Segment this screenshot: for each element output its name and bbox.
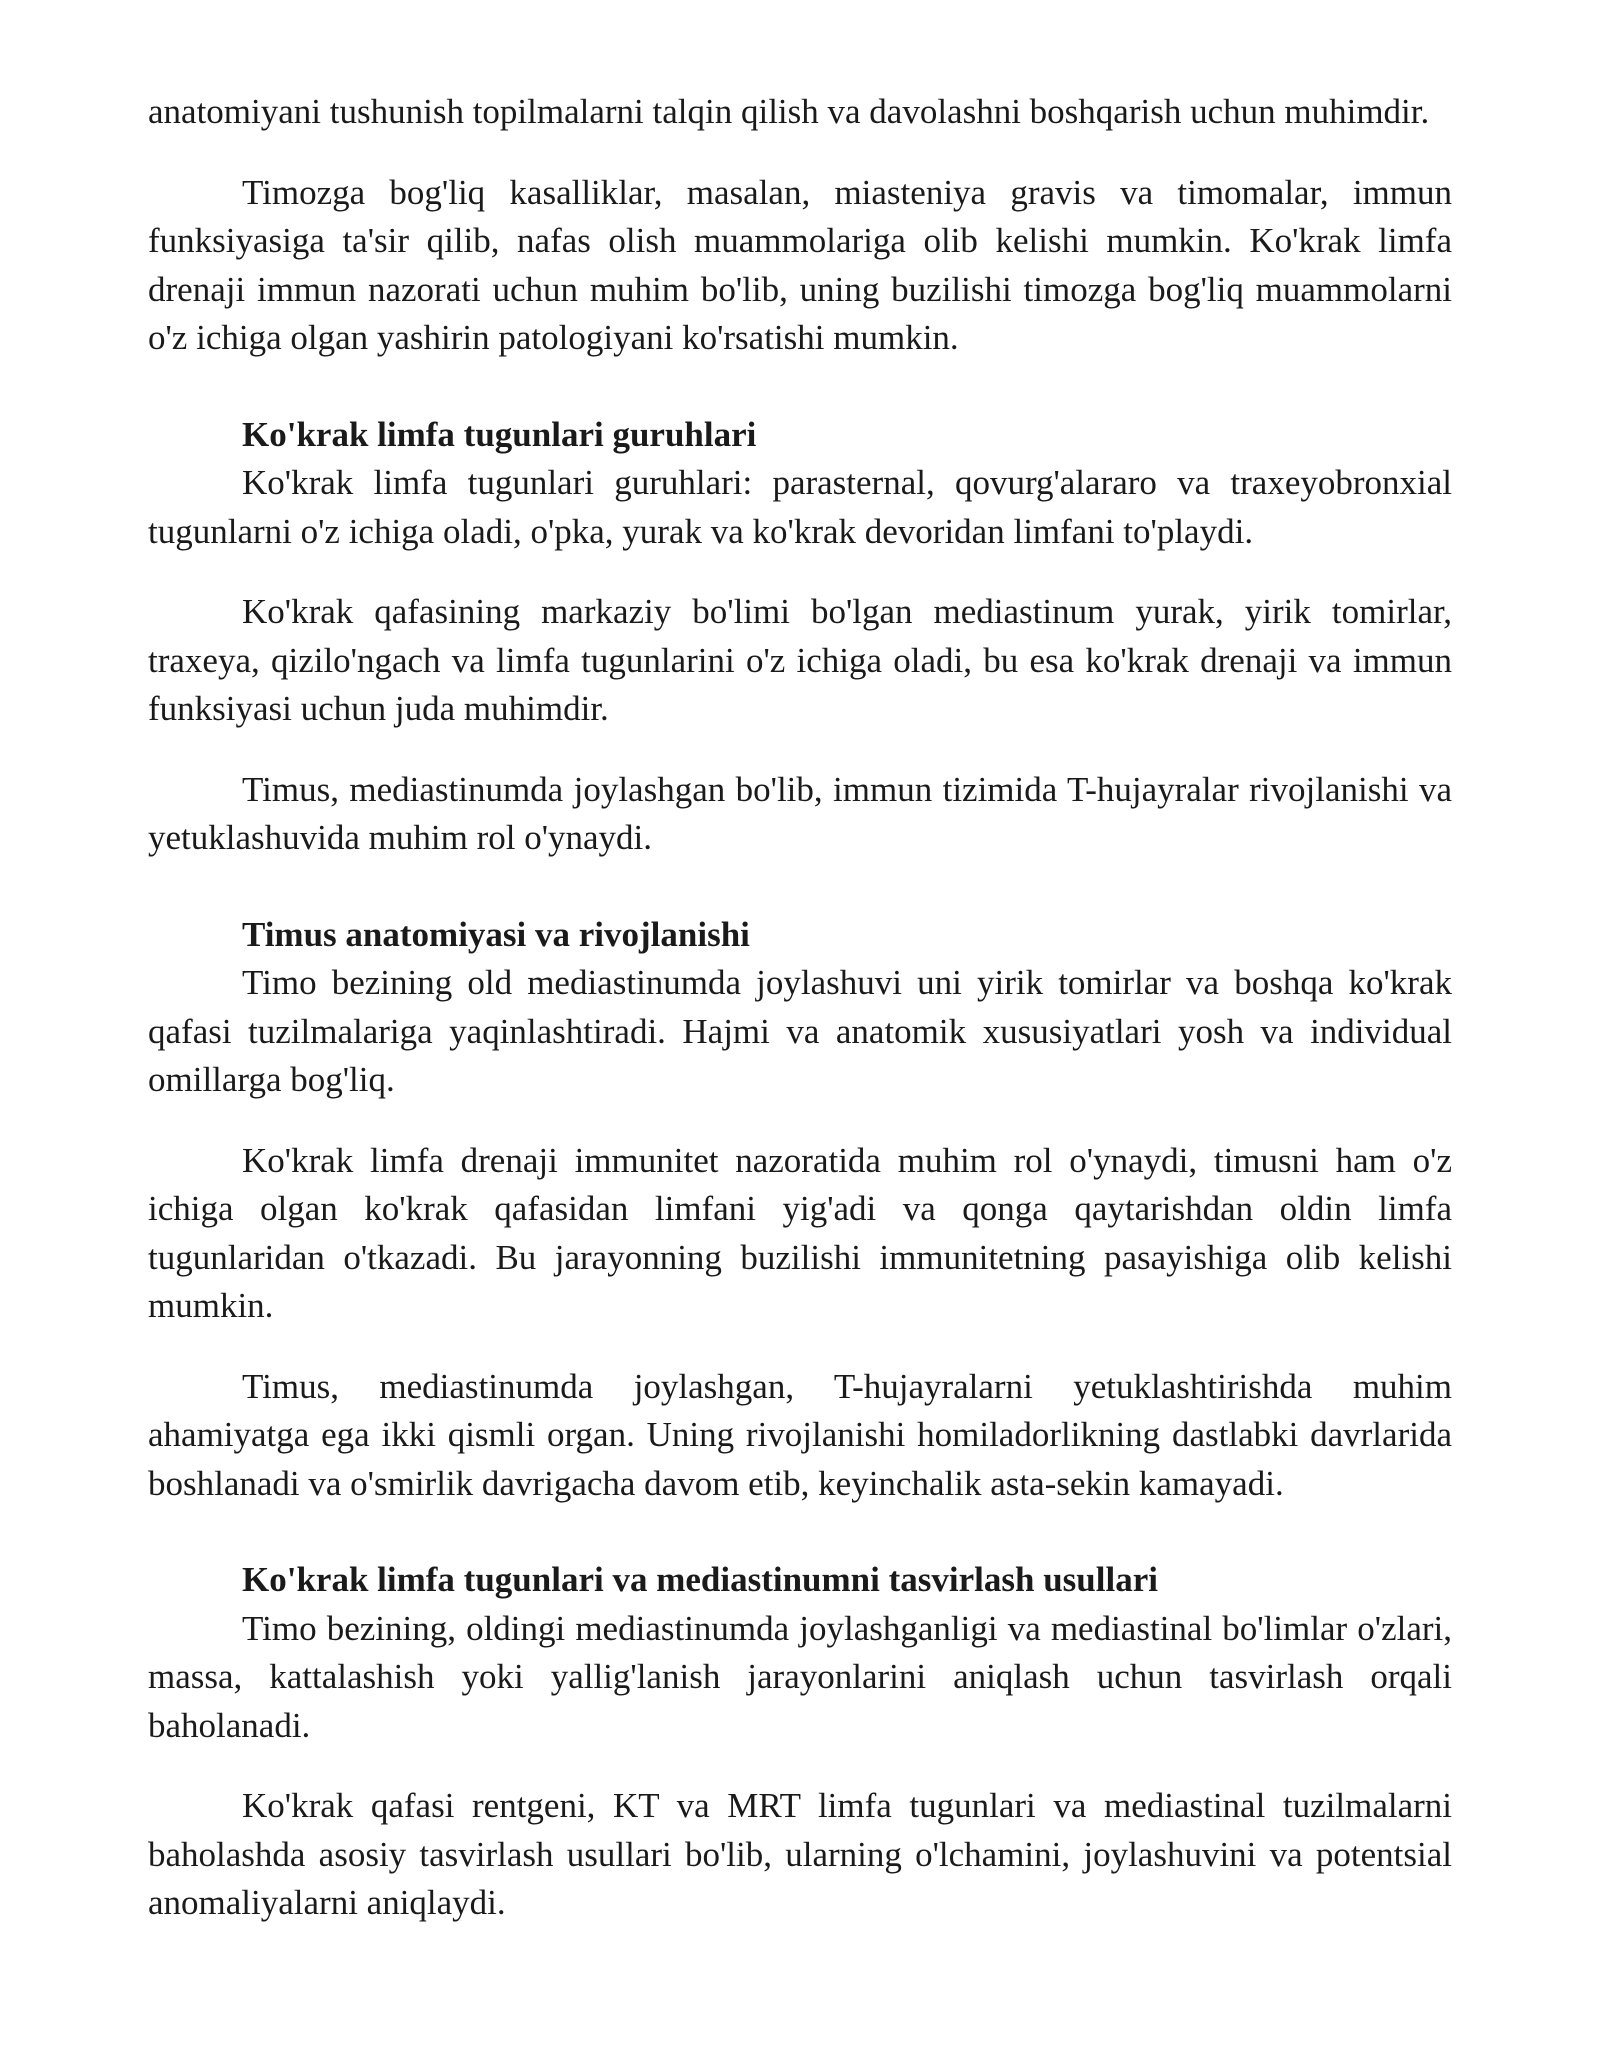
paragraph-8: Timus, mediastinumda joylashgan, T-hujayralarni yetuklashtirishda muhim ahamiyatga ega ikki qismli organ. Uning rivojlanishi homiladorlikning dastlabki davrlarida boshlanadi va o'smirlik davrigacha davom etib, keyinchalik asta-sekin kamayadi. [148, 1366, 1452, 1503]
section-heading-2: Timus anatomiyasi va rivojlanishi [242, 914, 750, 954]
paragraph-10: Ko'krak qafasi rentgeni, KT va MRT limfa tugunlari va mediastinal tuzilmalarni baholashda asosiy tasvirlash usullari bo'lib, ularning o'lchamini, joylashuvini va potentsial anomaliyalarni aniqlaydi. [148, 1786, 1452, 1922]
document-page [148, 88, 1452, 1960]
paragraph-6: Timo bezining old mediastinumda joylashuvi uni yirik tomirlar va boshqa ko'krak qafasi tuzilmalariga yaqinlashtiradi. Hajmi va anatomik xususiyatlari yosh va individual omillarga bog'liq. [148, 963, 1452, 1099]
paragraph-4: Ko'krak qafasining markaziy bo'limi bo'lgan mediastinum yurak, yirik tomirlar, traxeya, qizilo'ngach va limfa tugunlarini o'z ichiga oladi, bu esa ko'krak drenaji va immun funksiyasi uchun juda muhimdir. [148, 592, 1452, 728]
paragraph-1: anatomiyani tushunish topilmalarni talqin qilish va davolashni boshqarish uchun muhimdir. [148, 92, 1430, 131]
paragraph-9: Timo bezining, oldingi mediastinumda joylashganligi va mediastinal bo'limlar o'zlari, massa, kattalashish yoki yallig'lanish jarayonlarini aniqlash uchun tasvirlash orqali baholanadi. [148, 1608, 1452, 1745]
paragraph-5: Timus, mediastinumda joylashgan bo'lib, immun tizimida T-hujayralar rivojlanishi va yetuklashuvida muhim rol o'ynaydi. [148, 769, 1452, 857]
paragraph-2: Timozga bog'liq kasalliklar, masalan, miasteniya gravis va timomalar, immun funksiyasiga ta'sir qilib, nafas olish muammolariga olib kelishi mumkin. Ko'krak limfa drenaji immun nazorati uchun muhim bo'lib, uning buzilishi timozga bog'liq muammolarni o'z ichiga olgan yashirin patologiyani ko'rsatishi mumkin. [148, 172, 1452, 357]
paragraph-3: Ko'krak limfa tugunlari guruhlari: parasternal, qovurg'alararo va traxeyobronxial tugunlarni o'z ichiga oladi, o'pka, yurak va ko'krak devoridan limfani to'playdi. [148, 463, 1452, 551]
section-heading-3: Ko'krak limfa tugunlari va mediastinumni tasvirlash usullari [242, 1560, 1158, 1599]
paragraph-7: Ko'krak limfa drenaji immunitet nazoratida muhim rol o'ynaydi, timusni ham o'z ichiga olgan ko'krak qafasidan limfani yig'adi va qonga qaytarishdan oldin limfa tugunlaridan o'tkazadi. Bu jarayonning buzilishi immunitetning pasayishiga olib kelishi mumkin. [148, 1140, 1452, 1325]
section-heading-1: Ko'krak limfa tugunlari guruhlari [242, 414, 757, 454]
